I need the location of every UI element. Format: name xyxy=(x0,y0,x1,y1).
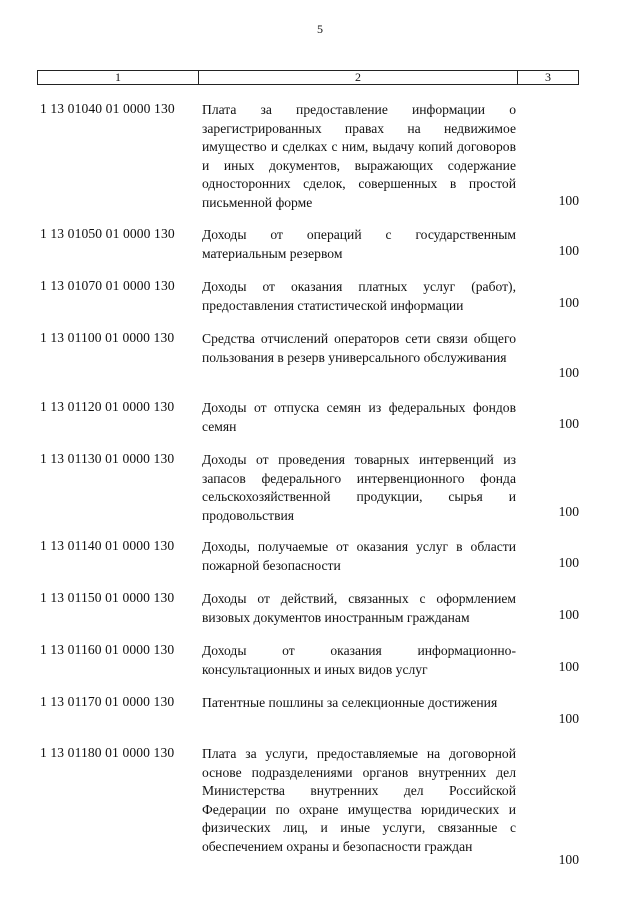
table-row xyxy=(40,451,580,526)
row-value: 100 xyxy=(558,504,579,519)
row-code: 1 13 01130 01 0000 130 xyxy=(40,451,175,466)
row-value: 100 xyxy=(558,416,579,431)
page-number: 5 xyxy=(317,22,323,36)
row-description: Доходы от действий, связанных с оформлением визовых документов иностранным гражданам xyxy=(202,591,516,625)
row-description: Доходы от отпуска семян из федеральных фондов семян xyxy=(202,400,516,434)
row-code: 1 13 01050 01 0000 130 xyxy=(40,226,175,241)
table-row xyxy=(40,745,580,875)
header-col-3: 3 xyxy=(545,70,551,84)
row-value: 100 xyxy=(558,243,579,258)
row-code: 1 13 01160 01 0000 130 xyxy=(40,642,175,657)
row-code: 1 13 01040 01 0000 130 xyxy=(40,101,175,116)
header-col-1: 1 xyxy=(38,71,199,84)
row-code: 1 13 01100 01 0000 130 xyxy=(40,330,175,345)
row-code: 1 13 01180 01 0000 130 xyxy=(40,745,175,760)
table-row xyxy=(40,642,580,682)
row-code: 1 13 01170 01 0000 130 xyxy=(40,694,175,709)
row-description: Доходы, получаемые от оказания услуг в области пожарной безопасности xyxy=(202,539,516,573)
row-description: Патентные пошлины за селекционные достижения xyxy=(202,695,498,710)
row-value: 100 xyxy=(558,852,579,867)
row-code: 1 13 01120 01 0000 130 xyxy=(40,399,175,414)
row-description: Средства отчислений операторов сети связи общего пользования в резерв универсального обслуживания xyxy=(202,331,516,365)
row-value: 100 xyxy=(558,365,579,380)
row-value: 100 xyxy=(558,295,579,310)
table-row xyxy=(40,590,580,630)
row-description: Доходы от проведения товарных интервенций из запасов федерального интервенционного фонда сельскохозяйственной продукции, сырья и продовольствия xyxy=(202,452,516,523)
row-description: Доходы от оказания информационно-консультационных и иных видов услуг xyxy=(202,643,516,677)
table-row xyxy=(40,278,580,318)
row-value: 100 xyxy=(558,711,579,726)
row-value: 100 xyxy=(558,555,579,570)
header-col-2: 2 xyxy=(199,71,518,84)
row-code: 1 13 01140 01 0000 130 xyxy=(40,538,175,553)
table-row xyxy=(40,226,580,266)
row-value: 100 xyxy=(558,193,579,208)
row-code: 1 13 01070 01 0000 130 xyxy=(40,278,175,293)
table-row xyxy=(40,538,580,578)
row-description: Доходы от операций с государственным материальным резервом xyxy=(202,227,516,261)
row-description: Доходы от оказания платных услуг (работ), предоставления статистической информации xyxy=(202,279,516,313)
table-row xyxy=(40,694,580,734)
table-row xyxy=(40,101,580,211)
row-description: Плата за предоставление информации о зарегистрированных правах на недвижимое имущество и сделках с ним, выдачу копий договоров и иных документов, выражающих содержание односторонних сделок, совершенных в простой письменной форме xyxy=(202,102,516,210)
table-row xyxy=(40,399,580,439)
table-header xyxy=(37,70,579,85)
row-code: 1 13 01150 01 0000 130 xyxy=(40,590,175,605)
row-value: 100 xyxy=(558,659,579,674)
row-value: 100 xyxy=(558,607,579,622)
row-description: Плата за услуги, предоставляемые на договорной основе подразделениями органов внутренних дел Министерства внутренних дел Российской Федерации по охране имущества юридических и физических лиц, и иные услуги, связанные с обеспечением охраны и безопасности граждан xyxy=(202,746,516,854)
table-row xyxy=(40,330,580,386)
